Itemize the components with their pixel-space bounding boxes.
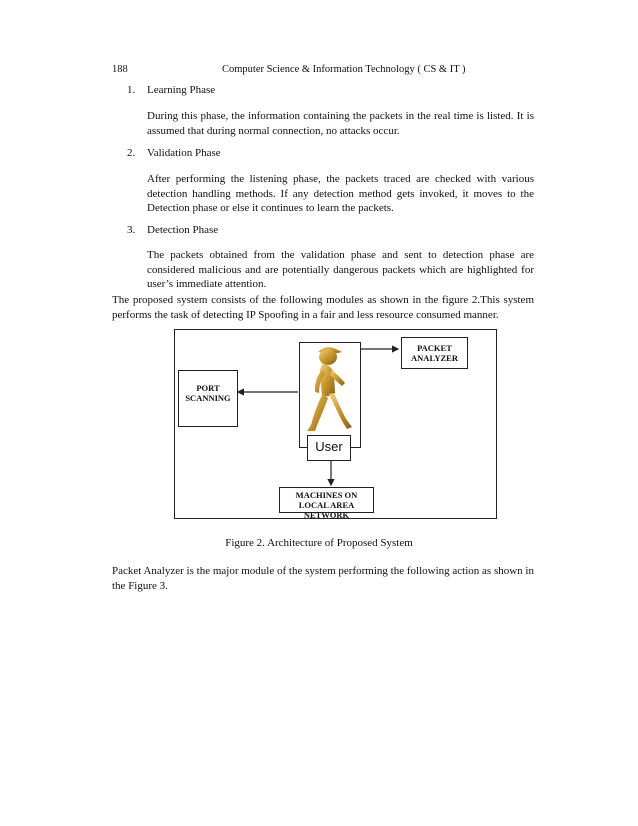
machines-label: MACHINES ON LOCAL AREA NETWORK [295,490,358,520]
packet-analyzer-label: PACKET ANALYZER [411,343,458,363]
walking-person-icon [301,343,360,446]
phase-1-title: Learning Phase [147,84,216,96]
phase-3-text: The packets obtained from the validation phase and sent to detection phase are considered malicious and are potentially dangerous packets which are highlighted for user’s immediate attention. [147,249,534,291]
packet-analyzer-box [401,337,468,369]
phase-2-number: 2. [127,147,136,159]
user-figure-box [299,342,361,448]
port-scanning-box [178,370,238,427]
closing-paragraph: Packet Analyzer is the major module of the system performing the following action as shown in the Figure 3. [112,565,534,592]
journal-title: Computer Science & Information Technology ( CS & IT ) [222,64,466,75]
phase-3-number: 3. [127,224,136,236]
intro-paragraph: The proposed system consists of the following modules as shown in the figure 2.This system performs the task of detecting IP Spoofing in a fair and less resource consumed manner. [112,294,534,321]
user-box [307,435,351,461]
architecture-figure [174,329,497,519]
phase-1-number: 1. [127,84,136,96]
phase-1-text: During this phase, the information containing the packets in the real time is listed. It is assumed that during normal connection, no attacks occur. [147,110,534,137]
port-scanning-label: PORT SCANNING [185,383,231,403]
page-number: 188 [112,64,128,75]
figure-caption: Figure 2. Architecture of Proposed System [225,537,413,549]
user-label: User [315,439,343,454]
machines-box [279,487,374,520]
phase-2-title: Validation Phase [147,147,221,159]
phase-2-text: After performing the listening phase, the packets traced are checked with various detection handling methods. If any detection method gets invoked, it moves to the Detection phase or else it continues to learn the packets. [147,173,534,215]
phase-3-title: Detection Phase [147,224,219,236]
